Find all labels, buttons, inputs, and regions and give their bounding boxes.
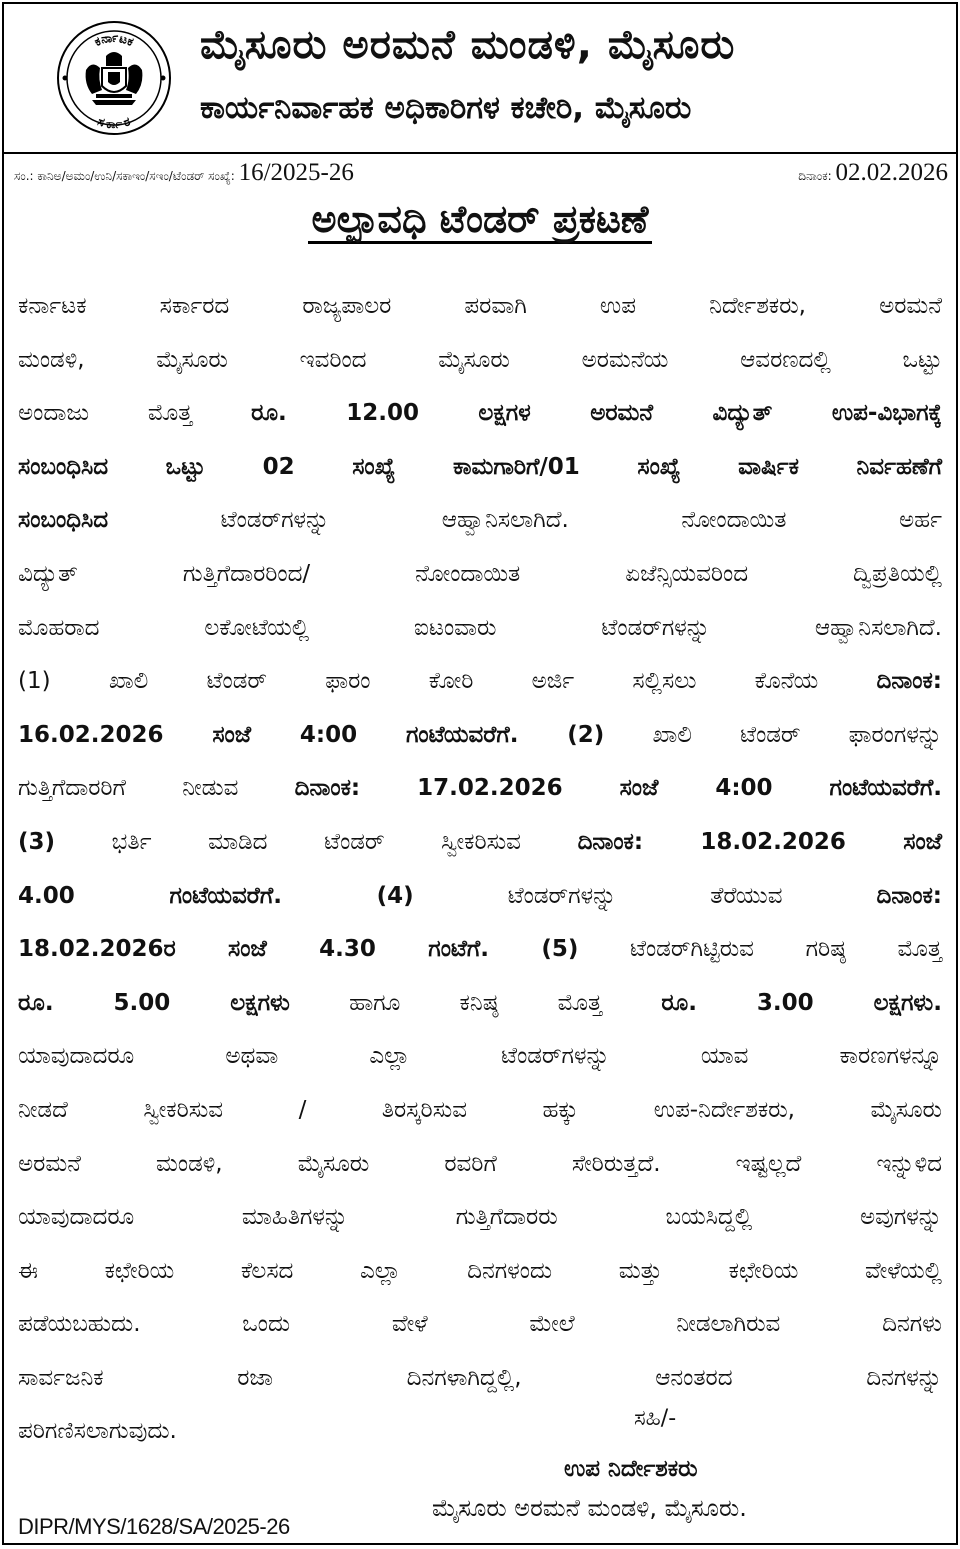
body-line: ಪರಿಗಣಿಸಲಾಗುವುದು. xyxy=(18,1418,177,1445)
signatory-office: ಮೈಸೂರು ಅರಮನೆ ಮಂಡಳಿ, ಮೈಸೂರು. xyxy=(432,1494,747,1522)
body-line: ಯಾವುದಾದರೂ ಅಥವಾ ಎಲ್ಲಾ ಟೆಂಡರ್‌ಗಳನ್ನು ಯಾವ ಕಾರಣಗಳನ್ನೂ xyxy=(18,1043,942,1070)
body-line: 4.00 ಗಂಟೆಯವರೆಗೆ. (4) ಟೆಂಡರ್‌ಗಳನ್ನು ತೆರೆಯುವ ದಿನಾಂಕ: xyxy=(18,882,942,909)
body-line: ಯಾವುದಾದರೂ ಮಾಹಿತಿಗಳನ್ನು ಗುತ್ತಿಗೆದಾರರು ಬಯಸಿದ್ದಲ್ಲಿ ಅವುಗಳನ್ನು xyxy=(18,1204,942,1231)
reference-row xyxy=(4,154,956,192)
office-subtitle: ಕಾರ್ಯನಿರ್ವಾಹಕ ಅಧಿಕಾರಿಗಳ ಕಚೇರಿ, ಮೈಸೂರು xyxy=(200,90,692,126)
signatory-designation: ಉಪ ನಿರ್ದೇಶಕರು xyxy=(564,1456,698,1482)
notice-body xyxy=(18,280,942,1459)
body-line: (3) ಭರ್ತಿ ಮಾಡಿದ ಟೆಂಡರ್ ಸ್ವೀಕರಿಸುವ ದಿನಾಂಕ: 18.02.2026 ಸಂಜೆ xyxy=(18,828,943,855)
body-line: (1) ಖಾಲಿ ಟೆಂಡರ್ ಫಾರಂ ಕೋರಿ ಅರ್ಜಿ ಸಲ್ಲಿಸಲು ಕೊನೆಯ ದಿನಾಂಕ: xyxy=(18,668,942,695)
body-line: ಅಂದಾಜು ಮೊತ್ತ ರೂ. 12.00 ಲಕ್ಷಗಳ ಅರಮನೆ ವಿದ್ಯುತ್ ಉಪ-ವಿಭಾಗಕ್ಕೆ xyxy=(18,400,942,427)
body-line: ಸಂಬಂಧಿಸಿದ ಟೆಂಡರ್‌ಗಳನ್ನು ಆಹ್ವಾನಿಸಲಾಗಿದೆ. ನೋಂದಾಯಿತ ಅರ್ಹ xyxy=(18,507,943,534)
reference-number: ಸಂ.: ಕಾನಿಅ/ಅಮಂ/ಉನಿ/ಸಕಾಇಂ/ಸಇಂ/ಟೆಂಡರ್ ಸಂಖ್ಯೆ: 16/2025-26 xyxy=(14,159,354,186)
signature-signed: ಸಹಿ/- xyxy=(634,1406,677,1431)
body-line: ಸಂಬಂಧಿಸಿದ ಒಟ್ಟು 02 ಸಂಖ್ಯೆ ಕಾಮಗಾರಿಗೆ/01 ಸಂಖ್ಯೆ ವಾರ್ಷಿಕ ನಿರ್ವಹಣೆಗೆ xyxy=(18,453,942,480)
body-line: 18.02.2026ರ ಸಂಜೆ 4.30 ಗಂಟೆಗೆ. (5) ಟೆಂಡರ್‌ಗಿಟ್ಟಿರುವ ಗರಿಷ್ಠ ಮೊತ್ತ xyxy=(18,936,942,963)
body-line: ಅರಮನೆ ಮಂಡಳಿ, ಮೈಸೂರು ರವರಿಗೆ ಸೇರಿರುತ್ತದೆ. ಇಷ್ಟಲ್ಲದೆ ಇನ್ನುಳಿದ xyxy=(18,1150,942,1177)
notice-header xyxy=(4,4,956,154)
reference-date: ದಿನಾಂಕ: 02.02.2026 xyxy=(798,159,948,186)
body-line: ಈ ಕಛೇರಿಯ ಕೆಲಸದ ಎಲ್ಲಾ ದಿನಗಳಂದು ಮತ್ತು ಕಛೇರಿಯ ವೇಳೆಯಲ್ಲಿ xyxy=(18,1257,942,1284)
body-line: ಸಾರ್ವಜನಿಕ ರಜಾ ದಿನಗಳಾಗಿದ್ದಲ್ಲಿ, ಆನಂತರದ ದಿನಗಳನ್ನು xyxy=(18,1364,942,1391)
svg-text:ಸರ್ಕಾರ: ಸರ್ಕಾರ xyxy=(95,114,133,132)
karnataka-government-seal-icon xyxy=(56,20,172,136)
body-line: ವಿದ್ಯುತ್ ಗುತ್ತಿಗೆದಾರರಿಂದ/ ನೋಂದಾಯಿತ ಏಜೆನ್ಸಿಯವರಿಂದ ದ್ವಿಪ್ರತಿಯಲ್ಲಿ xyxy=(18,560,942,587)
body-line: ಪಡೆಯಬಹುದು. ಒಂದು ವೇಳೆ ಮೇಲೆ ನೀಡಲಾಗಿರುವ ದಿನಗಳು xyxy=(18,1311,942,1338)
body-line: 16.02.2026 ಸಂಜೆ 4:00 ಗಂಟೆಯವರೆಗೆ. (2) ಖಾಲಿ ಟೆಂಡರ್ ಫಾರಂಗಳನ್ನು xyxy=(18,721,943,748)
body-line: ಕರ್ನಾಟಕ ಸರ್ಕಾರದ ರಾಜ್ಯಪಾಲರ ಪರವಾಗಿ ಉಪ ನಿರ್ದೇಶಕರು, ಅರಮನೆ xyxy=(18,293,942,319)
body-line: ರೂ. 5.00 ಲಕ್ಷಗಳು ಹಾಗೂ ಕನಿಷ್ಠ ಮೊತ್ತ ರೂ. 3.00 ಲಕ್ಷಗಳು. xyxy=(18,989,942,1016)
body-line: ನೀಡದೆ ಸ್ವೀಕರಿಸುವ / ತಿರಸ್ಕರಿಸುವ ಹಕ್ಕು ಉಪ-ನಿರ್ದೇಶಕರು, ಮೈಸೂರು xyxy=(18,1096,942,1123)
body-line: ಮೊಹರಾದ ಲಕೋಟೆಯಲ್ಲಿ ಐಟಂವಾರು ಟೆಂಡರ್‌ಗಳನ್ನು ಆಹ್ವಾನಿಸಲಾಗಿದೆ. xyxy=(18,614,942,641)
body-line: ಗುತ್ತಿಗೆದಾರರಿಗೆ ನೀಡುವ ದಿನಾಂಕ: 17.02.2026 ಸಂಜೆ 4:00 ಗಂಟೆಯವರೆಗೆ. xyxy=(18,775,942,802)
notice-heading: ಅಲ್ಪಾವಧಿ ಟೆಂಡರ್ ಪ್ರಕಟಣೆ xyxy=(4,192,956,246)
body-line: ಮಂಡಳಿ, ಮೈಸೂರು ಇವರಿಂದ ಮೈಸೂರು ಅರಮನೆಯ ಆವರಣದಲ್ಲಿ ಒಟ್ಟು xyxy=(18,346,942,373)
tender-notice-page xyxy=(2,2,958,1545)
svg-text:ಕರ್ನಾಟಕ: ಕರ್ನಾಟಕ xyxy=(92,30,136,50)
office-title: ಮೈಸೂರು ಅರಮನೆ ಮಂಡಳಿ, ಮೈಸೂರು xyxy=(200,22,736,68)
release-code: DIPR/MYS/1628/SA/2025-26 xyxy=(18,1514,290,1539)
